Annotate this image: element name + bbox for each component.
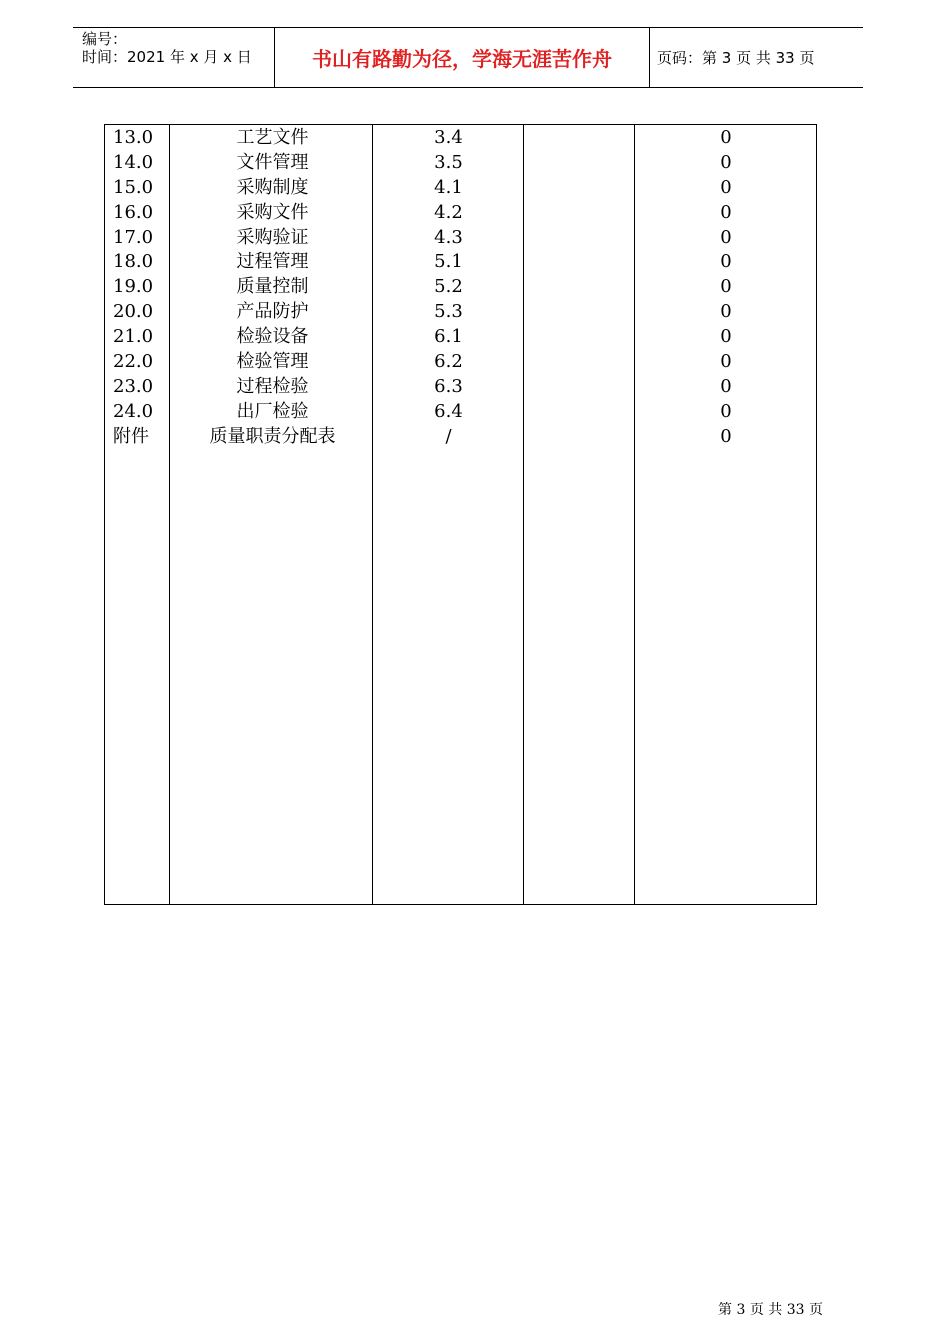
row-clause-cell: 5.1 [434, 251, 463, 273]
row-clause-cell: 6.3 [434, 375, 463, 397]
row-revision-cell: 0 [720, 326, 732, 348]
header-left [82, 30, 272, 66]
row-name-cell: 检验设备 [236, 326, 309, 348]
table-row [105, 176, 816, 201]
row-revision-cell: 0 [720, 226, 732, 248]
table-row [105, 226, 816, 251]
document-table [104, 124, 817, 905]
row-number-cell: 附件 [113, 425, 149, 447]
row-clause-cell: 6.1 [434, 326, 463, 348]
row-clause-cell: 6.4 [434, 400, 463, 422]
row-name-cell: 质量控制 [236, 276, 309, 298]
row-number-cell: 22.0 [113, 351, 154, 373]
row-name-cell: 采购验证 [236, 226, 309, 248]
row-revision-cell: 0 [720, 127, 732, 148]
row-number-cell: 18.0 [113, 251, 154, 273]
footer-page-label: 第 3 页 共 33 页 [718, 1302, 823, 1318]
row-revision-cell: 0 [720, 301, 732, 323]
row-revision-cell: 0 [720, 351, 732, 373]
table-row [105, 250, 816, 275]
row-number-cell: 16.0 [113, 201, 154, 223]
table-rows [105, 126, 816, 450]
row-name-cell: 工艺文件 [236, 127, 309, 148]
row-number-cell: 20.0 [113, 301, 154, 323]
row-number-cell: 23.0 [113, 375, 154, 397]
row-name-cell: 采购文件 [236, 201, 309, 223]
row-clause-cell: 5.2 [434, 276, 463, 298]
table-row [105, 400, 816, 425]
row-number-cell: 24.0 [113, 400, 154, 422]
row-clause-cell: 4.3 [434, 226, 463, 248]
row-clause-cell: 3.4 [434, 127, 463, 148]
row-clause-cell: / [445, 425, 452, 447]
row-revision-cell: 0 [720, 400, 732, 422]
row-number-cell: 14.0 [113, 151, 154, 173]
row-name-cell: 产品防护 [236, 301, 309, 323]
row-number-cell: 15.0 [113, 176, 154, 198]
row-revision-cell: 0 [720, 201, 732, 223]
table-row [105, 425, 816, 450]
header-motto: 书山有路勤为径，学海无涯苦作舟 [274, 28, 650, 87]
row-revision-cell: 0 [720, 151, 732, 173]
row-name-cell: 质量职责分配表 [209, 425, 336, 447]
row-clause-cell: 6.2 [434, 351, 463, 373]
document-number-label: 编号： [82, 30, 128, 48]
row-revision-cell: 0 [720, 375, 732, 397]
table-row [105, 350, 816, 375]
row-revision-cell: 0 [720, 176, 732, 198]
table-row [105, 275, 816, 300]
row-clause-cell: 4.1 [434, 176, 463, 198]
row-name-cell: 检验管理 [236, 351, 309, 373]
row-name-cell: 采购制度 [236, 176, 309, 198]
page-header [73, 27, 863, 88]
row-name-cell: 过程管理 [236, 251, 309, 273]
row-clause-cell: 5.3 [434, 301, 463, 323]
table-row [105, 126, 816, 151]
row-name-cell: 出厂检验 [236, 400, 309, 422]
table-row [105, 325, 816, 350]
header-page-label: 页码：第 3 页 共 33 页 [657, 49, 815, 67]
row-name-cell: 过程检验 [236, 375, 309, 397]
table-row [105, 201, 816, 226]
row-revision-cell: 0 [720, 425, 732, 447]
row-number-cell: 19.0 [113, 276, 154, 298]
row-revision-cell: 0 [720, 251, 732, 273]
row-number-cell: 17.0 [113, 226, 154, 248]
row-number-cell: 13.0 [113, 127, 154, 148]
row-name-cell: 文件管理 [236, 151, 309, 173]
row-clause-cell: 4.2 [434, 201, 463, 223]
table-row [105, 300, 816, 325]
table-row [105, 151, 816, 176]
row-clause-cell: 3.5 [434, 151, 463, 173]
row-number-cell: 21.0 [113, 326, 154, 348]
table-row [105, 375, 816, 400]
document-time-label: 时间：2021 年 x 月 x 日 [82, 48, 252, 66]
row-revision-cell: 0 [720, 276, 732, 298]
